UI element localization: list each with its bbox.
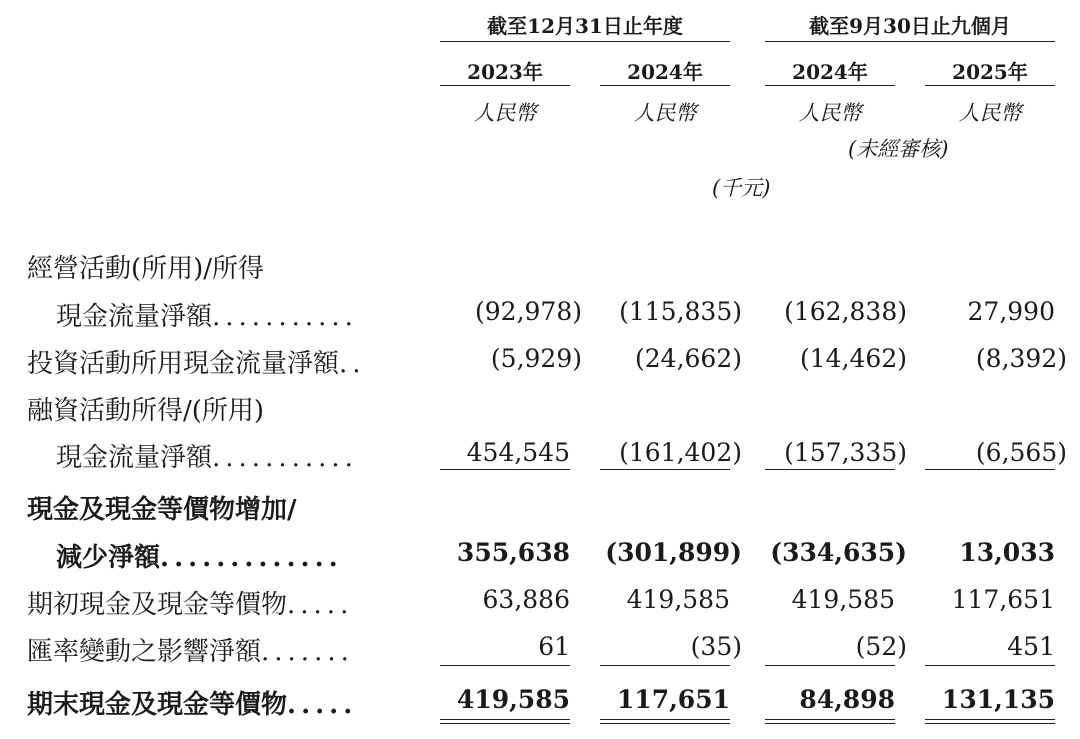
cell-opening-c2: 419,585 [626,585,730,614]
cell-closing-c2: 117,651 [616,685,730,714]
currency-col-1: 人民幣 [473,101,537,125]
row-label-change-net: 減少淨額............. [56,543,343,573]
cell-fx-c4: 451 [1007,632,1055,661]
row-label-financing-header: 融資活動所得/(所用) [27,396,265,426]
cell-fx-c3: (52) [855,632,907,661]
double-rule-3 [765,719,895,724]
header-group-annual: 截至12月31日止年度 [487,14,683,38]
header-rule-nine-months [765,41,1055,42]
currency-col-2: 人民幣 [633,101,697,125]
cell-opening-c3: 419,585 [791,585,895,614]
subtotal-rule-2 [600,469,730,470]
cell-change-c4: 13,033 [959,538,1055,567]
double-rule-2 [600,719,730,724]
row-label-operating-net: 現金流量淨額........... [56,302,358,332]
cell-investing-c2: (24,662) [635,344,742,373]
year-col-3: 2024年 [792,60,868,84]
row-label-change-header: 現金及現金等價物增加/ [27,495,297,525]
subtotal-rule-3 [765,469,895,470]
currency-col-4: 人民幣 [958,101,1022,125]
cell-financing-c2: (161,402) [619,438,742,467]
cell-change-c1: 355,638 [456,538,570,567]
total-rule-2 [600,665,730,666]
cell-operating-c4: 27,990 [967,297,1055,326]
cell-closing-c1: 419,585 [456,685,570,714]
header-rule-annual [440,41,730,42]
header-group-nine-months: 截至9月30日止九個月 [809,14,1011,38]
cell-fx-c2: (35) [690,632,742,661]
double-rule-4 [925,719,1055,724]
cell-fx-c1: 61 [538,632,570,661]
row-label-operating-header: 經營活動(所用)/所得 [27,254,265,284]
cell-operating-c3: (162,838) [784,297,907,326]
cell-financing-c1: 454,545 [466,438,570,467]
row-label-fx-effect: 匯率變動之影響淨額....... [27,637,354,667]
total-rule-4 [925,665,1055,666]
cell-opening-c4: 117,651 [951,585,1055,614]
total-rule-3 [765,665,895,666]
year-rule-1 [440,85,570,86]
double-rule-1 [440,719,570,724]
cell-change-c3: (334,635) [770,538,907,567]
cell-investing-c4: (8,392) [975,344,1067,373]
row-label-closing-cash: 期末現金及現金等價物..... [27,690,358,720]
year-col-2: 2024年 [627,60,703,84]
year-col-4: 2025年 [952,60,1028,84]
year-rule-4 [925,85,1055,86]
cell-closing-c4: 131,135 [941,685,1055,714]
total-rule-1 [440,665,570,666]
year-col-1: 2023年 [467,60,543,84]
cell-operating-c2: (115,835) [619,297,742,326]
cell-change-c2: (301,899) [605,538,742,567]
subtotal-rule-1 [440,469,570,470]
cell-financing-c3: (157,335) [784,438,907,467]
cell-opening-c1: 63,886 [482,585,570,614]
cell-closing-c3: 84,898 [799,685,895,714]
cell-investing-c3: (14,462) [800,344,907,373]
currency-col-3: 人民幣 [798,101,862,125]
unit-note: (千元) [712,176,771,200]
unaudited-note: (未經審核) [848,137,949,161]
subtotal-rule-4 [925,469,1055,470]
cell-investing-c1: (5,929) [490,344,582,373]
year-rule-2 [600,85,730,86]
row-label-financing-net: 現金流量淨額........... [56,443,358,473]
row-label-opening-cash: 期初現金及現金等價物..... [27,590,354,620]
cell-operating-c1: (92,978) [475,297,582,326]
row-label-investing-net: 投資活動所用現金流量淨額.. [27,349,366,379]
year-rule-3 [765,85,895,86]
cell-financing-c4: (6,565) [975,438,1067,467]
